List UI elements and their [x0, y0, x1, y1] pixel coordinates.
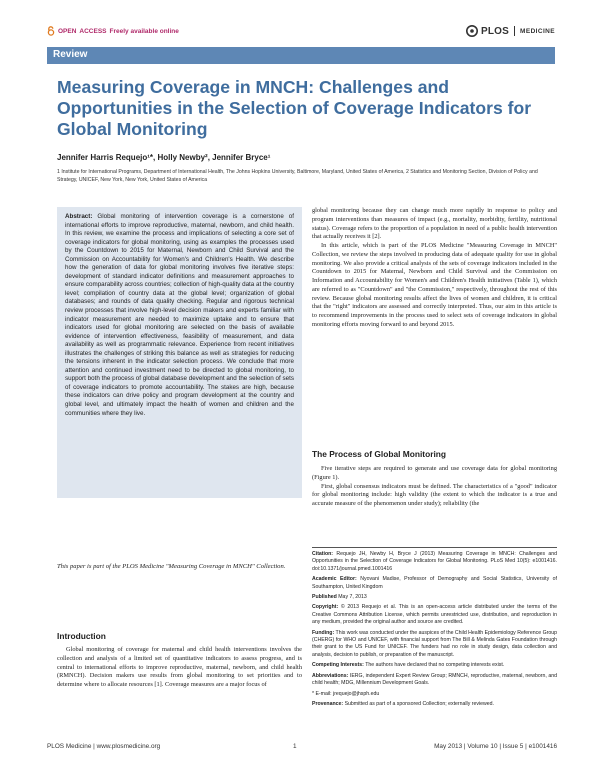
- funding-item: [312, 630, 557, 660]
- process-paragraph-1: Five iterative steps are required to generate and use coverage data for global monitoring (Figure 1).: [312, 465, 557, 481]
- plos-logo-icon: [466, 25, 478, 37]
- page-number: 1: [293, 743, 297, 750]
- abstract-label: Abstract:: [65, 213, 93, 220]
- affiliations: 1 Institute for International Programs, Department of International Health, The Johns Hopkins University, Baltimore, Maryland, United States of America, 2 Statistics and Monitoring Section, Division of Policy and Strategy, UNICEF, New York, New York, United States of America: [57, 169, 538, 183]
- journal-header: [47, 25, 555, 39]
- funding-text: This work was conducted under the auspices of the Child Health Epidemiology Reference Group (CHERG) for WHO and UNICEF, with financial support from The Bill & Melinda Gates Foundation through their grant to the US Fund for UNICEF. The funders had no role in study design, data collection and analysis, decision to publish, or preparation of the manuscript.: [312, 629, 557, 658]
- process-paragraph-2: First, global consensus indicators must be defined. The characteristics of a "good" indicator for global monitoring include: high validity (the extent to which the indicator is a true and accurate measure of the phenomenon under study); reliability (the: [312, 482, 557, 507]
- footer-journal-url[interactable]: PLOS Medicine | www.plosmedicine.org: [47, 743, 161, 750]
- abstract-box: [57, 207, 302, 498]
- freely-available-label: Freely available online: [109, 27, 179, 35]
- abbreviations-label: Abbreviations:: [312, 672, 349, 679]
- journal-name: MEDICINE: [520, 27, 555, 35]
- citation-item: [312, 551, 557, 573]
- open-access-icon: [47, 26, 55, 36]
- academic-editor-text: Nyovani Madise, Professor of Demography and Social Statistics, University of Southampton, United Kingdom: [312, 576, 557, 590]
- section-bar: [47, 47, 555, 64]
- author-list: Jennifer Harris Requejo¹*, Holly Newby², Jennifer Bryce¹: [57, 153, 271, 162]
- footer-issue-info: May 2013 | Volume 10 | Issue 5 | e1001416: [434, 743, 557, 750]
- email-item[interactable]: [312, 691, 557, 698]
- open-label: OPEN: [58, 27, 77, 35]
- provenance-item: [312, 701, 557, 708]
- access-label: ACCESS: [79, 27, 107, 35]
- academic-editor-item: [312, 576, 557, 591]
- article-title: Measuring Coverage in MNCH: Challenges and Opportunities in the Selection of Coverage Indicators for Global Monitoring: [57, 77, 532, 139]
- competing-interests-text: The authors have declared that no competing interests exist.: [363, 662, 505, 669]
- page-footer: [47, 743, 557, 753]
- collection-note: This paper is part of the PLOS Medicine "Measuring Coverage in MNCH" Collection.: [57, 563, 286, 570]
- citation-block: [312, 547, 557, 711]
- email-link[interactable]: * E-mail: jrequejo@jhsph.edu: [312, 690, 380, 697]
- plos-medicine-logo: [466, 25, 555, 37]
- published-item: [312, 594, 557, 601]
- published-date: May 7, 2013: [336, 594, 367, 601]
- intro-section: [57, 646, 302, 690]
- provenance-label: Provenance:: [312, 700, 344, 707]
- citation-label: Citation:: [312, 551, 334, 557]
- publisher-name: PLOS: [480, 25, 510, 37]
- published-label: Published: [312, 594, 337, 601]
- process-heading: The Process of Global Monitoring: [312, 449, 447, 459]
- right-paragraph-1: global monitoring because they can change much more rapidly in response to policy and program interventions than measures of impact (e.g., mortality, morbidity, fertility, nutritional status). Coverage refers to the proportion of a population in need of a public health intervention that actually receives it [2].: [312, 207, 557, 241]
- process-section: [312, 465, 557, 509]
- abbreviations-text: IERG, independent Expert Review Group; RMNCH, reproductive, maternal, newborn, and child health; MDG, Millennium Development Goals.: [312, 672, 557, 687]
- citation-text: Requejo JH, Newby H, Bryce J (2013) Measuring Coverage in MNCH: Challenges and Opportunities in the Selection of Coverage Indicators for Global Monitoring. PLoS Med 10(5): e1001416. doi:10.1371/journal.pmed.1001416: [312, 551, 557, 572]
- funding-label: Funding:: [312, 629, 335, 636]
- abstract-body: Global monitoring of intervention coverage is a cornerstone of international efforts to improve reproductive, maternal, newborn, and child health. In this review, we examine the process and implications of selecting a core set of coverage indicators for global monitoring, using as examples the processes used by the Countdown to 2015 for Maternal, Newborn and Child Survival and the Commission on Accountability for Women's and Children's Health. We describe how the generation of data for global monitoring involves five iterative steps: development of standard indicator definitions and measurement approaches to ensure comparability across countries; collection of high-quality data at the country level; compilation of country data at the global level; organization of global databases; and rounds of data quality checking. Regular and rigorous technical review processes that involve high-level decision makers and experts familiar with indicator measurement are needed to maximize uptake and to ensure that indicators used for global monitoring are selected on the basis of available evidence of intervention effectiveness, feasibility of measurement, and data availability as well as programmatic relevance. Experience from recent initiatives illustrates the challenges of striking this balance as well as strategies for reducing the tensions inherent in the indicator selection process. We conclude that more attention and continued investment need to be directed to global monitoring, to support both the process of global database development and the selection of sets of coverage indicators to promote accountability. The stakes are high, because these indicators can drive policy and program development at the country and global level, and ultimately impact the health of women and children and the communities where they live.: [65, 213, 294, 417]
- academic-editor-label: Academic Editor:: [312, 576, 357, 583]
- intro-paragraph: Global monitoring of coverage for maternal and child health interventions involves the collection and analysis of a limited set of quantitative indicators to assess progress, and is central to international efforts to improve reproductive, maternal, newborn, and child health (RMNCH). Decision makers use results from global monitoring to set priorities and to determine where to allocate resources [1]. Coverage measures are a major focus of: [57, 646, 302, 688]
- right-column: [312, 207, 557, 330]
- right-paragraph-2: In this article, which is part of the PLOS Medicine "Measuring Coverage in MNCH" Collection, we review the steps involved in producing data of adequate quality for use in global monitoring. We also provide a critical analysis of the sets of coverage indicators included in the Countdown to 2015 for Maternal, Newborn and Child Survival and the Commission on Information and Accountability for Women's and Children's Health initiatives (Table 1), which are referred to as "Countdown" and "the Commission," respectively, throughout the rest of this review. Because global monitoring results affect the lives of women and children, it is critical that the "right" indicators are assessed and correctly interpreted. Thus, our aim in this article is to recommend improvements in the process used to select sets of coverage indicators in global monitoring efforts moving forward to and beyond 2015.: [312, 242, 557, 328]
- intro-heading: Introduction: [57, 631, 106, 641]
- section-label: Review: [53, 49, 88, 60]
- competing-interests-item: [312, 662, 557, 669]
- competing-interests-label: Competing Interests:: [312, 662, 364, 669]
- copyright-label: Copyright:: [312, 604, 339, 611]
- abbreviations-item: [312, 673, 557, 688]
- abstract-text: [65, 213, 294, 418]
- provenance-text: Submitted as part of a sponsored Collection; externally reviewed.: [343, 700, 494, 707]
- copyright-item: [312, 604, 557, 626]
- open-access-badge: [47, 26, 179, 36]
- logo-divider: [514, 26, 515, 36]
- copyright-text: © 2013 Requejo et al. This is an open-access article distributed under the terms of the Creative Commons Attribution License, which permits unrestricted use, distribution, and reproduction in any medium, provided the original author and source are credited.: [312, 604, 557, 626]
